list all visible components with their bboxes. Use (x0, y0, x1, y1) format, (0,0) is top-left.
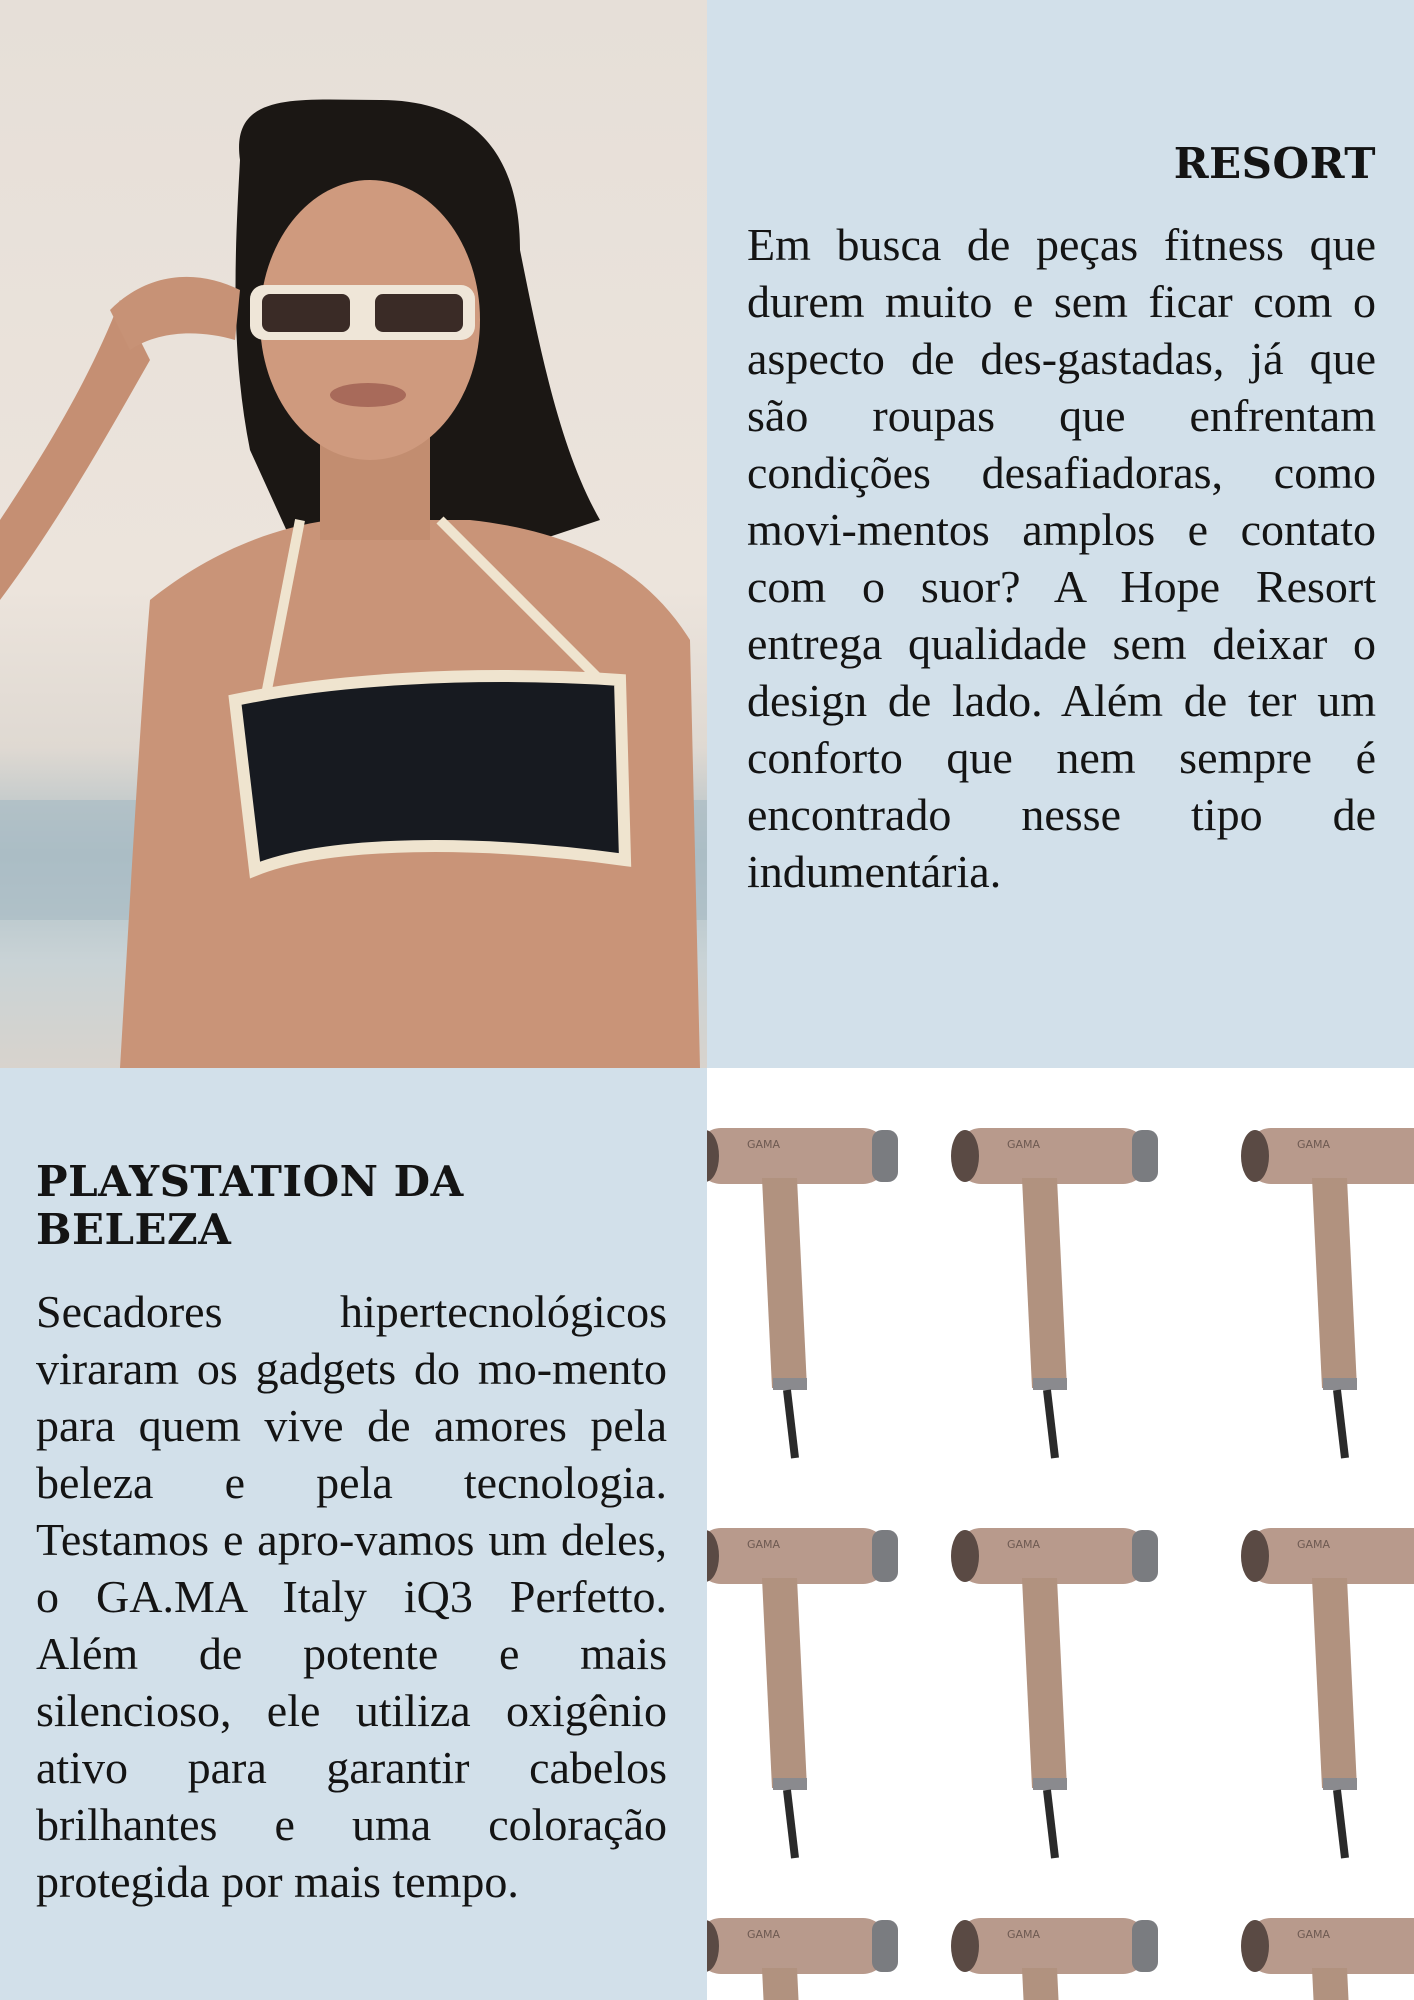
hair-dryer-icon (1237, 1108, 1414, 1468)
hair-dryer-icon (707, 1108, 927, 1468)
resort-heading: RESORT (1173, 139, 1376, 188)
resort-panel (707, 0, 1414, 1068)
hair-dryer-icon (947, 1898, 1187, 2000)
hair-dryer-icon (707, 1898, 927, 2000)
hair-dryer-icon (947, 1108, 1187, 1468)
hair-dryer-pattern (707, 1068, 1414, 2000)
model-illustration (0, 0, 707, 1068)
hair-dryer-icon (1237, 1508, 1414, 1868)
beauty-heading: PLAYSTATION DA BELEZA (36, 1157, 464, 1255)
beauty-body: Secadores hipertecnológicos viraram os gadgets do mo-mento para quem vive de amores pela beleza e pela tecnologia. Testamos e apro-vamos um deles, o GA.MA Italy iQ3 Perfetto. Além de potente e mais silencioso, ele utiliza oxigênio ativo para garantir cabelos brilhantes e uma coloração protegida por mais tempo. (36, 1285, 667, 1907)
model-photo (0, 0, 707, 1068)
hair-dryer-icon (1237, 1898, 1414, 2000)
resort-body: Em busca de peças fitness que durem muito e sem ficar com o aspecto de des-gastadas, já que são roupas que enfrentam condições desafiadoras, como movi-mentos amplos e contato com o suor? A Hope Resort entrega qualidade sem deixar o design de lado. Além de ter um conforto que nem sempre é encontrado nesse tipo de indumentária. (747, 219, 1376, 898)
beauty-panel (0, 1068, 707, 2000)
hair-dryer-icon (707, 1508, 927, 1868)
hair-dryer-icon (947, 1508, 1187, 1868)
